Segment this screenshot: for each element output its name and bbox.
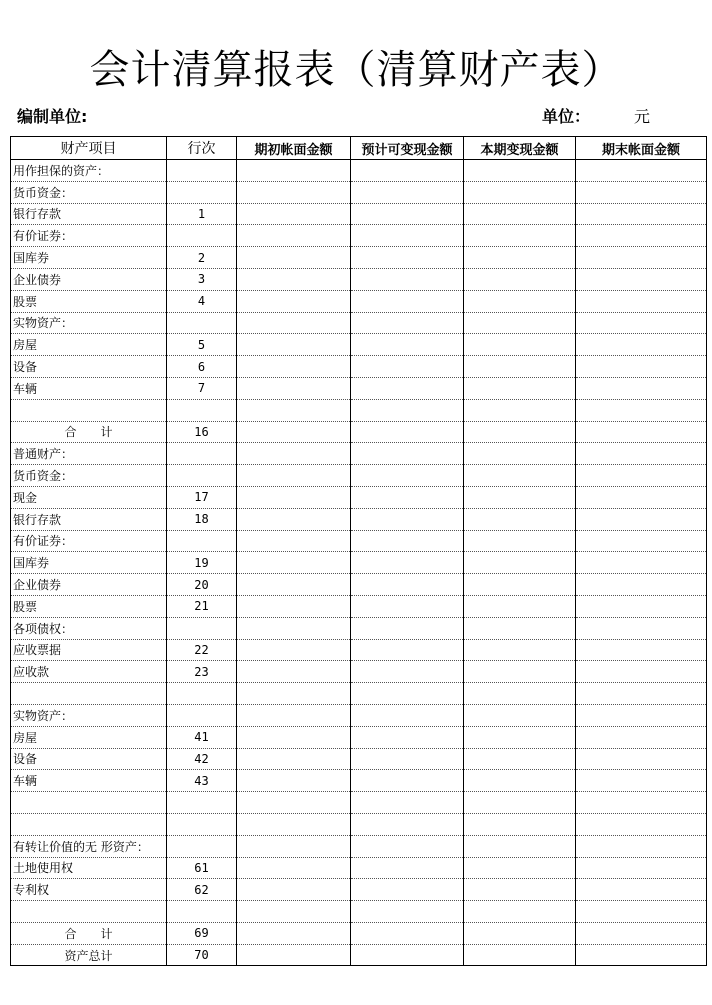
closing-amount-cell[interactable] [576, 683, 707, 705]
realized-amount-cell[interactable] [464, 160, 576, 182]
realized-amount-cell[interactable] [464, 443, 576, 465]
opening-amount-cell[interactable] [237, 552, 351, 574]
realized-amount-cell[interactable] [464, 813, 576, 835]
realizable-amount-cell[interactable] [351, 552, 464, 574]
column-header-line: 行次 [167, 137, 237, 160]
closing-amount-cell[interactable] [576, 465, 707, 487]
line-number-cell: 21 [167, 595, 237, 617]
closing-amount-cell[interactable] [576, 813, 707, 835]
line-number-cell: 20 [167, 574, 237, 596]
table-row [11, 879, 707, 901]
table-row [11, 399, 707, 421]
item-cell: 现金 [11, 486, 167, 508]
item-cell [11, 792, 167, 814]
opening-amount-cell[interactable] [237, 704, 351, 726]
opening-amount-cell[interactable] [237, 617, 351, 639]
line-number-cell: 43 [167, 770, 237, 792]
realized-amount-cell[interactable] [464, 334, 576, 356]
opening-amount-cell[interactable] [237, 290, 351, 312]
realizable-amount-cell[interactable] [351, 922, 464, 944]
item-cell: 各项债权： [11, 617, 167, 639]
realized-amount-cell[interactable] [464, 661, 576, 683]
line-number-cell: 5 [167, 334, 237, 356]
realizable-amount-cell[interactable] [351, 465, 464, 487]
realizable-amount-cell[interactable] [351, 574, 464, 596]
closing-amount-cell[interactable] [576, 160, 707, 182]
opening-amount-cell[interactable] [237, 268, 351, 290]
table-row [11, 552, 707, 574]
item-cell: 实物资产： [11, 312, 167, 334]
realizable-amount-cell[interactable] [351, 530, 464, 552]
item-cell: 实物资产： [11, 704, 167, 726]
table-row [11, 290, 707, 312]
line-number-cell: 69 [167, 922, 237, 944]
table-row [11, 835, 707, 857]
line-number-cell [167, 813, 237, 835]
realizable-amount-cell[interactable] [351, 748, 464, 770]
closing-amount-cell[interactable] [576, 835, 707, 857]
closing-amount-cell[interactable] [576, 399, 707, 421]
item-cell: 应收票据 [11, 639, 167, 661]
realizable-amount-cell[interactable] [351, 683, 464, 705]
table-row [11, 377, 707, 399]
line-number-cell: 41 [167, 726, 237, 748]
table-row [11, 857, 707, 879]
table-row [11, 356, 707, 378]
opening-amount-cell[interactable] [237, 574, 351, 596]
closing-amount-cell[interactable] [576, 704, 707, 726]
opening-amount-cell[interactable] [237, 312, 351, 334]
realized-amount-cell[interactable] [464, 683, 576, 705]
realizable-amount-cell[interactable] [351, 377, 464, 399]
realized-amount-cell[interactable] [464, 399, 576, 421]
realized-amount-cell[interactable] [464, 486, 576, 508]
realizable-amount-cell[interactable] [351, 181, 464, 203]
line-number-cell: 1 [167, 203, 237, 225]
line-number-cell [167, 792, 237, 814]
realized-amount-cell[interactable] [464, 726, 576, 748]
item-cell: 普通财产： [11, 443, 167, 465]
opening-amount-cell[interactable] [237, 879, 351, 901]
column-header-opening: 期初帐面金额 [237, 137, 351, 160]
line-number-cell [167, 399, 237, 421]
closing-amount-cell[interactable] [576, 879, 707, 901]
realizable-amount-cell[interactable] [351, 160, 464, 182]
realizable-amount-cell[interactable] [351, 857, 464, 879]
opening-amount-cell[interactable] [237, 595, 351, 617]
closing-amount-cell[interactable] [576, 792, 707, 814]
realized-amount-cell[interactable] [464, 552, 576, 574]
realized-amount-cell[interactable] [464, 356, 576, 378]
realized-amount-cell[interactable] [464, 704, 576, 726]
realizable-amount-cell[interactable] [351, 770, 464, 792]
realized-amount-cell[interactable] [464, 203, 576, 225]
closing-amount-cell[interactable] [576, 203, 707, 225]
realizable-amount-cell[interactable] [351, 726, 464, 748]
opening-amount-cell[interactable] [237, 639, 351, 661]
realizable-amount-cell[interactable] [351, 247, 464, 269]
item-cell: 企业债券 [11, 574, 167, 596]
table-header-row [11, 137, 707, 160]
line-number-cell: 7 [167, 377, 237, 399]
table-row [11, 574, 707, 596]
line-number-cell: 42 [167, 748, 237, 770]
realized-amount-cell[interactable] [464, 312, 576, 334]
item-cell: 货币资金： [11, 465, 167, 487]
realized-amount-cell[interactable] [464, 835, 576, 857]
opening-amount-cell[interactable] [237, 203, 351, 225]
realizable-amount-cell[interactable] [351, 508, 464, 530]
compiler-label: 编制单位: [17, 107, 88, 126]
closing-amount-cell[interactable] [576, 922, 707, 944]
opening-amount-cell[interactable] [237, 160, 351, 182]
item-cell: 应收款 [11, 661, 167, 683]
opening-amount-cell[interactable] [237, 922, 351, 944]
opening-amount-cell[interactable] [237, 726, 351, 748]
realizable-amount-cell[interactable] [351, 617, 464, 639]
table-row [11, 944, 707, 966]
closing-amount-cell[interactable] [576, 574, 707, 596]
closing-amount-cell[interactable] [576, 421, 707, 443]
item-cell: 专利权 [11, 879, 167, 901]
closing-amount-cell[interactable] [576, 268, 707, 290]
item-cell: 设备 [11, 356, 167, 378]
realizable-amount-cell[interactable] [351, 334, 464, 356]
opening-amount-cell[interactable] [237, 421, 351, 443]
table-row [11, 661, 707, 683]
opening-amount-cell[interactable] [237, 748, 351, 770]
line-number-cell [167, 901, 237, 923]
opening-amount-cell[interactable] [237, 944, 351, 966]
liquidation-property-table [10, 136, 707, 966]
line-number-cell [167, 160, 237, 182]
table-row [11, 922, 707, 944]
table-row [11, 595, 707, 617]
closing-amount-cell[interactable] [576, 748, 707, 770]
opening-amount-cell[interactable] [237, 443, 351, 465]
closing-amount-cell[interactable] [576, 290, 707, 312]
table-row [11, 268, 707, 290]
realizable-amount-cell[interactable] [351, 704, 464, 726]
table-row [11, 247, 707, 269]
closing-amount-cell[interactable] [576, 901, 707, 923]
closing-amount-cell[interactable] [576, 443, 707, 465]
table-row [11, 421, 707, 443]
item-cell: 企业债券 [11, 268, 167, 290]
table-row [11, 486, 707, 508]
opening-amount-cell[interactable] [237, 813, 351, 835]
item-cell [11, 901, 167, 923]
column-header-realizable: 预计可变现金额 [351, 137, 464, 160]
table-row [11, 704, 707, 726]
realized-amount-cell[interactable] [464, 879, 576, 901]
line-number-cell [167, 530, 237, 552]
realized-amount-cell[interactable] [464, 595, 576, 617]
realizable-amount-cell[interactable] [351, 595, 464, 617]
opening-amount-cell[interactable] [237, 399, 351, 421]
line-number-cell [167, 683, 237, 705]
opening-amount-cell[interactable] [237, 770, 351, 792]
realized-amount-cell[interactable] [464, 944, 576, 966]
realizable-amount-cell[interactable] [351, 879, 464, 901]
table-row [11, 443, 707, 465]
closing-amount-cell[interactable] [576, 595, 707, 617]
item-cell: 合 计 [11, 421, 167, 443]
realized-amount-cell[interactable] [464, 377, 576, 399]
table-row [11, 160, 707, 182]
item-cell: 国库券 [11, 552, 167, 574]
item-cell: 资产总计 [11, 944, 167, 966]
realizable-amount-cell[interactable] [351, 443, 464, 465]
realizable-amount-cell[interactable] [351, 225, 464, 247]
item-cell: 设备 [11, 748, 167, 770]
line-number-cell [167, 312, 237, 334]
opening-amount-cell[interactable] [237, 508, 351, 530]
column-header-closing: 期末帐面金额 [576, 137, 707, 160]
line-number-cell: 16 [167, 421, 237, 443]
realized-amount-cell[interactable] [464, 857, 576, 879]
line-number-cell: 2 [167, 247, 237, 269]
realized-amount-cell[interactable] [464, 770, 576, 792]
realized-amount-cell[interactable] [464, 922, 576, 944]
realizable-amount-cell[interactable] [351, 661, 464, 683]
closing-amount-cell[interactable] [576, 356, 707, 378]
opening-amount-cell[interactable] [237, 181, 351, 203]
closing-amount-cell[interactable] [576, 726, 707, 748]
item-cell: 有价证券： [11, 225, 167, 247]
item-cell: 车辆 [11, 770, 167, 792]
table-row [11, 530, 707, 552]
realized-amount-cell[interactable] [464, 465, 576, 487]
table-row [11, 203, 707, 225]
realized-amount-cell[interactable] [464, 247, 576, 269]
realized-amount-cell[interactable] [464, 268, 576, 290]
realizable-amount-cell[interactable] [351, 268, 464, 290]
closing-amount-cell[interactable] [576, 334, 707, 356]
realizable-amount-cell[interactable] [351, 639, 464, 661]
realized-amount-cell[interactable] [464, 901, 576, 923]
realizable-amount-cell[interactable] [351, 486, 464, 508]
opening-amount-cell[interactable] [237, 486, 351, 508]
item-cell: 货币资金： [11, 181, 167, 203]
table-row [11, 683, 707, 705]
table-row [11, 748, 707, 770]
line-number-cell [167, 617, 237, 639]
line-number-cell: 4 [167, 290, 237, 312]
closing-amount-cell[interactable] [576, 225, 707, 247]
table-row [11, 770, 707, 792]
opening-amount-cell[interactable] [237, 661, 351, 683]
table-row [11, 617, 707, 639]
line-number-cell: 22 [167, 639, 237, 661]
closing-amount-cell[interactable] [576, 552, 707, 574]
realizable-amount-cell[interactable] [351, 399, 464, 421]
column-header-item: 财产项目 [11, 137, 167, 160]
realized-amount-cell[interactable] [464, 290, 576, 312]
realized-amount-cell[interactable] [464, 508, 576, 530]
closing-amount-cell[interactable] [576, 770, 707, 792]
table-row [11, 508, 707, 530]
line-number-cell: 23 [167, 661, 237, 683]
item-cell: 房屋 [11, 726, 167, 748]
line-number-cell [167, 465, 237, 487]
line-number-cell: 6 [167, 356, 237, 378]
table-row [11, 901, 707, 923]
line-number-cell: 3 [167, 268, 237, 290]
realized-amount-cell[interactable] [464, 748, 576, 770]
line-number-cell [167, 181, 237, 203]
closing-amount-cell[interactable] [576, 617, 707, 639]
opening-amount-cell[interactable] [237, 356, 351, 378]
line-number-cell: 61 [167, 857, 237, 879]
table-row [11, 813, 707, 835]
opening-amount-cell[interactable] [237, 530, 351, 552]
realized-amount-cell[interactable] [464, 530, 576, 552]
opening-amount-cell[interactable] [237, 792, 351, 814]
opening-amount-cell[interactable] [237, 465, 351, 487]
item-cell: 国库券 [11, 247, 167, 269]
realizable-amount-cell[interactable] [351, 901, 464, 923]
realizable-amount-cell[interactable] [351, 944, 464, 966]
opening-amount-cell[interactable] [237, 857, 351, 879]
line-number-cell [167, 704, 237, 726]
item-cell: 房屋 [11, 334, 167, 356]
report-title: 会计清算报表（清算财产表） [89, 47, 623, 93]
realizable-amount-cell[interactable] [351, 203, 464, 225]
table-row [11, 726, 707, 748]
closing-amount-cell[interactable] [576, 181, 707, 203]
item-cell: 股票 [11, 290, 167, 312]
table-row [11, 639, 707, 661]
opening-amount-cell[interactable] [237, 225, 351, 247]
opening-amount-cell[interactable] [237, 247, 351, 269]
realized-amount-cell[interactable] [464, 792, 576, 814]
table-row [11, 465, 707, 487]
item-cell: 车辆 [11, 377, 167, 399]
opening-amount-cell[interactable] [237, 901, 351, 923]
item-cell: 用作担保的资产： [11, 160, 167, 182]
realized-amount-cell[interactable] [464, 181, 576, 203]
item-cell [11, 399, 167, 421]
closing-amount-cell[interactable] [576, 530, 707, 552]
table-row [11, 334, 707, 356]
item-cell: 合 计 [11, 922, 167, 944]
item-cell: 银行存款 [11, 203, 167, 225]
line-number-cell [167, 835, 237, 857]
realizable-amount-cell[interactable] [351, 290, 464, 312]
item-cell [11, 683, 167, 705]
unit-label: 单位： [542, 107, 591, 126]
item-cell: 土地使用权 [11, 857, 167, 879]
table-row [11, 225, 707, 247]
closing-amount-cell[interactable] [576, 944, 707, 966]
line-number-cell: 18 [167, 508, 237, 530]
realized-amount-cell[interactable] [464, 421, 576, 443]
closing-amount-cell[interactable] [576, 639, 707, 661]
column-header-realized: 本期变现金额 [464, 137, 576, 160]
closing-amount-cell[interactable] [576, 486, 707, 508]
realizable-amount-cell[interactable] [351, 421, 464, 443]
closing-amount-cell[interactable] [576, 377, 707, 399]
line-number-cell: 70 [167, 944, 237, 966]
line-number-cell [167, 225, 237, 247]
table-row [11, 792, 707, 814]
line-number-cell: 17 [167, 486, 237, 508]
realizable-amount-cell[interactable] [351, 356, 464, 378]
closing-amount-cell[interactable] [576, 312, 707, 334]
realized-amount-cell[interactable] [464, 225, 576, 247]
opening-amount-cell[interactable] [237, 683, 351, 705]
closing-amount-cell[interactable] [576, 857, 707, 879]
realized-amount-cell[interactable] [464, 574, 576, 596]
line-number-cell: 19 [167, 552, 237, 574]
realizable-amount-cell[interactable] [351, 835, 464, 857]
closing-amount-cell[interactable] [576, 661, 707, 683]
table-row [11, 312, 707, 334]
line-number-cell [167, 443, 237, 465]
realized-amount-cell[interactable] [464, 617, 576, 639]
realizable-amount-cell[interactable] [351, 813, 464, 835]
opening-amount-cell[interactable] [237, 835, 351, 857]
unit-value: 元 [634, 107, 651, 126]
closing-amount-cell[interactable] [576, 247, 707, 269]
opening-amount-cell[interactable] [237, 334, 351, 356]
item-cell: 股票 [11, 595, 167, 617]
realizable-amount-cell[interactable] [351, 792, 464, 814]
realizable-amount-cell[interactable] [351, 312, 464, 334]
opening-amount-cell[interactable] [237, 377, 351, 399]
item-cell: 有价证券： [11, 530, 167, 552]
item-cell: 有转让价值的无 形资产： [11, 835, 167, 857]
item-cell [11, 813, 167, 835]
line-number-cell: 62 [167, 879, 237, 901]
item-cell: 银行存款 [11, 508, 167, 530]
table-row [11, 181, 707, 203]
realized-amount-cell[interactable] [464, 639, 576, 661]
closing-amount-cell[interactable] [576, 508, 707, 530]
